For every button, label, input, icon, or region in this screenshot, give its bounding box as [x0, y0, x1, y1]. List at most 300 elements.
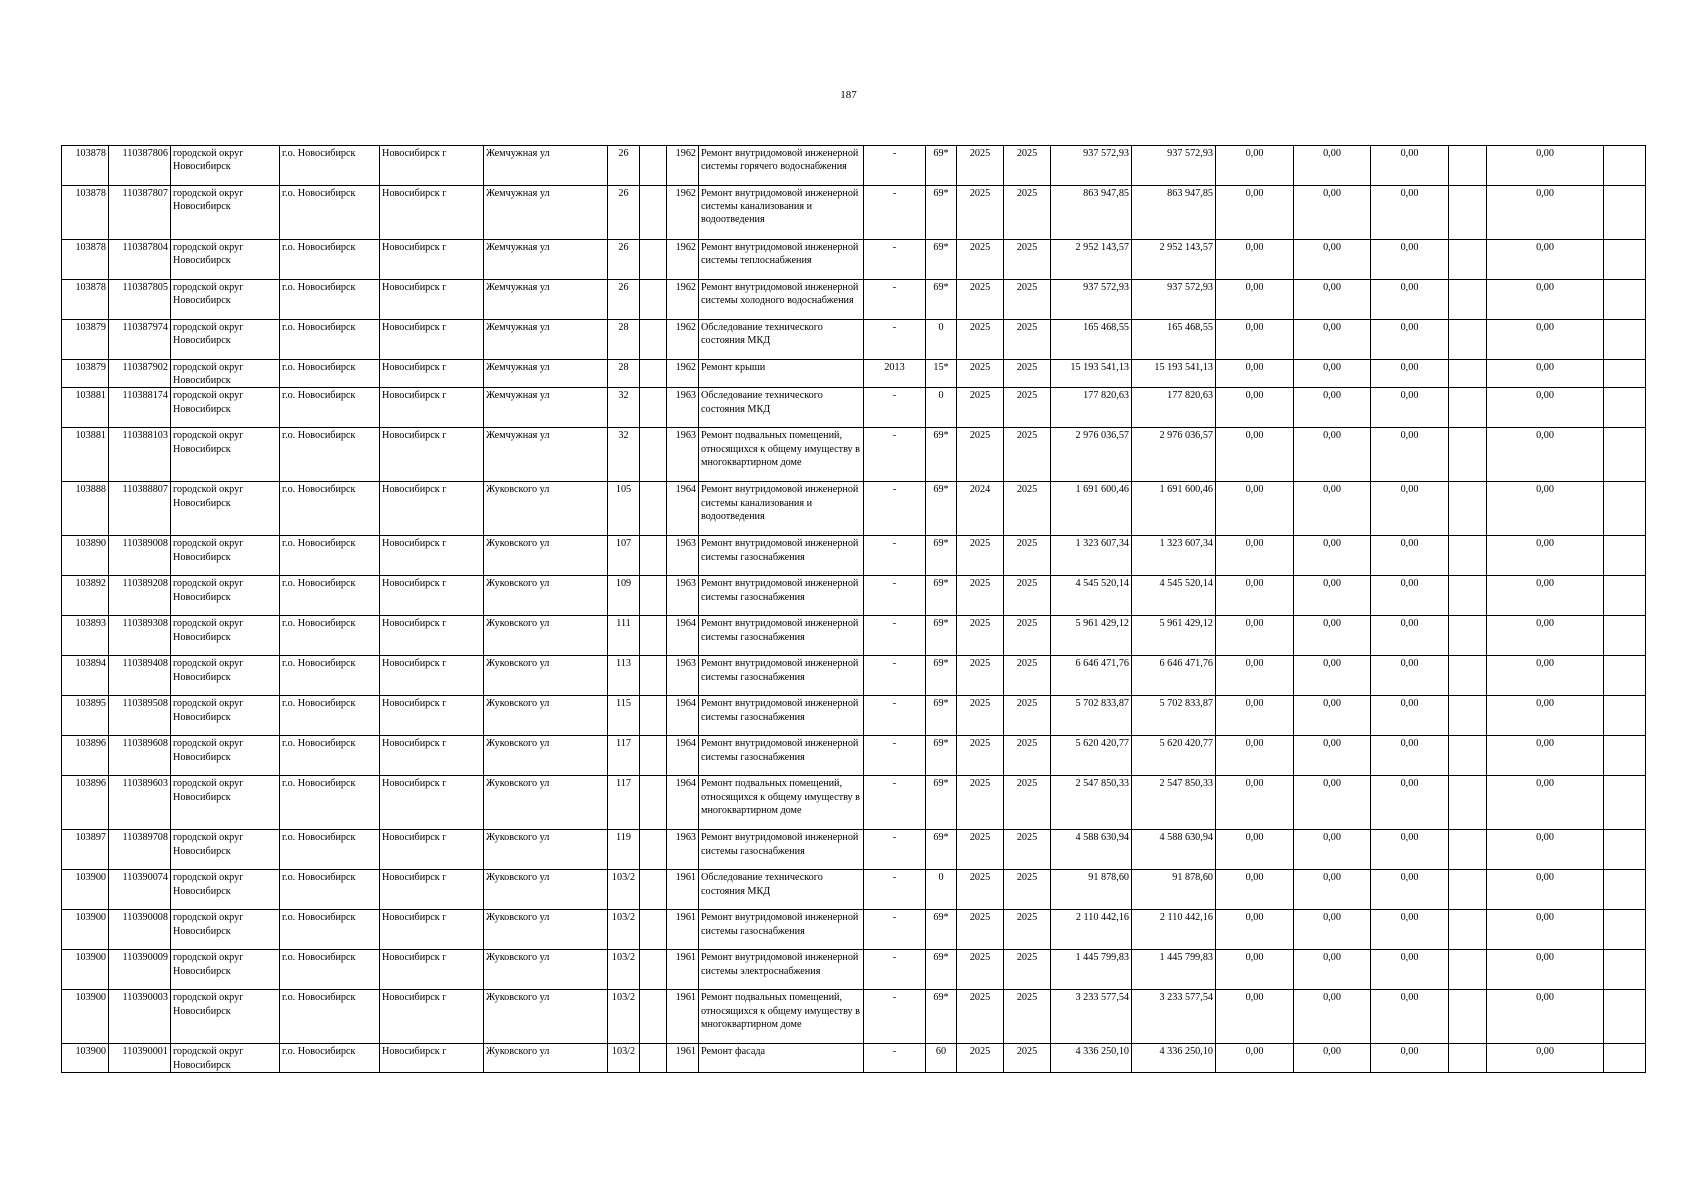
cell-amount-2: 0,00: [1294, 360, 1371, 388]
cell-amount-6: [1604, 482, 1646, 536]
cell-previous-repair-year: 2013: [864, 360, 926, 388]
table-row: [62, 696, 1646, 736]
cell-blank-cell: [640, 388, 667, 428]
cell-amount-3: 0,00: [1371, 146, 1449, 186]
cell-service-life: 69*: [926, 696, 957, 736]
cell-previous-repair-year: -: [864, 280, 926, 320]
cell-blank-cell: [640, 186, 667, 240]
cell-amount-4: [1449, 776, 1487, 830]
cell-service-life: 69*: [926, 656, 957, 696]
cell-amount-1: 0,00: [1216, 388, 1294, 428]
cell-row-id: 103879: [62, 360, 109, 388]
cell-start-year: 2025: [957, 656, 1004, 696]
cell-street: Жемчужная ул: [484, 388, 608, 428]
cell-service-life: 0: [926, 870, 957, 910]
cell-amount-5: 0,00: [1487, 776, 1604, 830]
cell-amount-2: 0,00: [1294, 536, 1371, 576]
cell-house-number: 32: [608, 428, 640, 482]
cell-object-code: 110389708: [109, 830, 171, 870]
cell-work-type: Ремонт внутридомовой инженерной системы канализования и водоотведения: [699, 186, 864, 240]
cell-amount-3: 0,00: [1371, 240, 1449, 280]
cell-amount-4: [1449, 186, 1487, 240]
cell-amount-5: 0,00: [1487, 320, 1604, 360]
cell-row-id: 103888: [62, 482, 109, 536]
cell-work-type: Ремонт крыши: [699, 360, 864, 388]
cell-start-year: 2024: [957, 482, 1004, 536]
cell-row-id: 103895: [62, 696, 109, 736]
cell-district: г.о. Новосибирск: [280, 990, 380, 1044]
cell-service-life: 0: [926, 388, 957, 428]
cell-house-number: 103/2: [608, 990, 640, 1044]
table-row: [62, 146, 1646, 186]
cell-amount-5: 0,00: [1487, 830, 1604, 870]
cell-start-year: 2025: [957, 576, 1004, 616]
cell-house-number: 103/2: [608, 910, 640, 950]
cell-service-life: 69*: [926, 576, 957, 616]
cell-street: Жемчужная ул: [484, 146, 608, 186]
cell-build-year: 1964: [667, 616, 699, 656]
table-row: [62, 910, 1646, 950]
table-row: [62, 280, 1646, 320]
cell-row-id: 103900: [62, 870, 109, 910]
cell-fund-cost: 4 588 630,94: [1132, 830, 1216, 870]
cell-amount-4: [1449, 240, 1487, 280]
cell-amount-5: 0,00: [1487, 428, 1604, 482]
cell-amount-6: [1604, 616, 1646, 656]
cell-end-year: 2025: [1004, 388, 1051, 428]
cell-amount-2: 0,00: [1294, 696, 1371, 736]
cell-locality: Новосибирск г: [380, 146, 484, 186]
cell-amount-1: 0,00: [1216, 1044, 1294, 1072]
cell-locality: Новосибирск г: [380, 482, 484, 536]
cell-amount-6: [1604, 736, 1646, 776]
cell-street: Жемчужная ул: [484, 360, 608, 388]
cell-municipality: городской округ Новосибирск: [171, 616, 280, 656]
cell-amount-3: 0,00: [1371, 360, 1449, 388]
cell-start-year: 2025: [957, 536, 1004, 576]
cell-service-life: 69*: [926, 146, 957, 186]
cell-start-year: 2025: [957, 910, 1004, 950]
cell-start-year: 2025: [957, 280, 1004, 320]
cell-street: Жуковского ул: [484, 830, 608, 870]
cell-work-type: Ремонт внутридомовой инженерной системы горячего водоснабжения: [699, 146, 864, 186]
cell-district: г.о. Новосибирск: [280, 186, 380, 240]
cell-municipality: городской округ Новосибирск: [171, 910, 280, 950]
cell-amount-2: 0,00: [1294, 280, 1371, 320]
cell-amount-4: [1449, 656, 1487, 696]
cell-municipality: городской округ Новосибирск: [171, 576, 280, 616]
cell-amount-6: [1604, 146, 1646, 186]
cell-municipality: городской округ Новосибирск: [171, 360, 280, 388]
cell-work-type: Ремонт внутридомовой инженерной системы газоснабжения: [699, 536, 864, 576]
cell-fund-cost: 1 691 600,46: [1132, 482, 1216, 536]
cell-street: Жемчужная ул: [484, 428, 608, 482]
cell-previous-repair-year: -: [864, 656, 926, 696]
cell-total-cost: 1 323 607,34: [1051, 536, 1132, 576]
cell-fund-cost: 937 572,93: [1132, 280, 1216, 320]
cell-row-id: 103896: [62, 776, 109, 830]
cell-amount-1: 0,00: [1216, 428, 1294, 482]
cell-service-life: 69*: [926, 280, 957, 320]
cell-row-id: 103881: [62, 388, 109, 428]
cell-municipality: городской округ Новосибирск: [171, 830, 280, 870]
cell-build-year: 1964: [667, 696, 699, 736]
cell-end-year: 2025: [1004, 146, 1051, 186]
cell-amount-2: 0,00: [1294, 576, 1371, 616]
cell-build-year: 1962: [667, 240, 699, 280]
cell-end-year: 2025: [1004, 360, 1051, 388]
cell-start-year: 2025: [957, 990, 1004, 1044]
cell-object-code: 110390074: [109, 870, 171, 910]
cell-work-type: Ремонт внутридомовой инженерной системы электроснабжения: [699, 950, 864, 990]
cell-fund-cost: 2 110 442,16: [1132, 910, 1216, 950]
cell-street: Жуковского ул: [484, 1044, 608, 1072]
cell-total-cost: 2 952 143,57: [1051, 240, 1132, 280]
cell-object-code: 110389408: [109, 656, 171, 696]
cell-amount-5: 0,00: [1487, 950, 1604, 990]
cell-total-cost: 91 878,60: [1051, 870, 1132, 910]
table-row: [62, 990, 1646, 1044]
cell-total-cost: 5 961 429,12: [1051, 616, 1132, 656]
cell-amount-2: 0,00: [1294, 736, 1371, 776]
cell-street: Жуковского ул: [484, 576, 608, 616]
cell-blank-cell: [640, 830, 667, 870]
cell-amount-1: 0,00: [1216, 656, 1294, 696]
cell-house-number: 26: [608, 146, 640, 186]
cell-row-id: 103892: [62, 576, 109, 616]
cell-municipality: городской округ Новосибирск: [171, 186, 280, 240]
cell-start-year: 2025: [957, 428, 1004, 482]
cell-municipality: городской округ Новосибирск: [171, 696, 280, 736]
cell-amount-2: 0,00: [1294, 776, 1371, 830]
cell-previous-repair-year: -: [864, 240, 926, 280]
cell-fund-cost: 5 620 420,77: [1132, 736, 1216, 776]
table-row: [62, 576, 1646, 616]
cell-amount-3: 0,00: [1371, 280, 1449, 320]
cell-object-code: 110390001: [109, 1044, 171, 1072]
cell-amount-1: 0,00: [1216, 990, 1294, 1044]
cell-previous-repair-year: -: [864, 870, 926, 910]
cell-amount-4: [1449, 736, 1487, 776]
cell-blank-cell: [640, 870, 667, 910]
cell-amount-5: 0,00: [1487, 280, 1604, 320]
table-row: [62, 870, 1646, 910]
cell-amount-3: 0,00: [1371, 870, 1449, 910]
cell-amount-2: 0,00: [1294, 320, 1371, 360]
cell-work-type: Ремонт внутридомовой инженерной системы газоснабжения: [699, 616, 864, 656]
cell-street: Жуковского ул: [484, 656, 608, 696]
cell-end-year: 2025: [1004, 536, 1051, 576]
cell-amount-3: 0,00: [1371, 388, 1449, 428]
cell-amount-1: 0,00: [1216, 910, 1294, 950]
cell-work-type: Ремонт фасада: [699, 1044, 864, 1072]
cell-work-type: Ремонт внутридомовой инженерной системы холодного водоснабжения: [699, 280, 864, 320]
cell-amount-1: 0,00: [1216, 360, 1294, 388]
cell-total-cost: 1 691 600,46: [1051, 482, 1132, 536]
cell-previous-repair-year: -: [864, 736, 926, 776]
table-row: [62, 428, 1646, 482]
cell-row-id: 103900: [62, 910, 109, 950]
cell-start-year: 2025: [957, 870, 1004, 910]
cell-blank-cell: [640, 482, 667, 536]
cell-house-number: 26: [608, 280, 640, 320]
cell-municipality: городской округ Новосибирск: [171, 1044, 280, 1072]
cell-build-year: 1962: [667, 320, 699, 360]
cell-work-type: Обследование технического состояния МКД: [699, 870, 864, 910]
cell-house-number: 28: [608, 360, 640, 388]
cell-blank-cell: [640, 146, 667, 186]
cell-start-year: 2025: [957, 320, 1004, 360]
cell-row-id: 103900: [62, 1044, 109, 1072]
cell-row-id: 103878: [62, 146, 109, 186]
cell-previous-repair-year: -: [864, 990, 926, 1044]
cell-amount-6: [1604, 1044, 1646, 1072]
cell-build-year: 1961: [667, 1044, 699, 1072]
cell-locality: Новосибирск г: [380, 576, 484, 616]
cell-locality: Новосибирск г: [380, 736, 484, 776]
cell-amount-4: [1449, 428, 1487, 482]
cell-work-type: Ремонт внутридомовой инженерной системы газоснабжения: [699, 696, 864, 736]
cell-house-number: 107: [608, 536, 640, 576]
cell-street: Жуковского ул: [484, 696, 608, 736]
cell-previous-repair-year: -: [864, 910, 926, 950]
cell-locality: Новосибирск г: [380, 428, 484, 482]
cell-row-id: 103878: [62, 186, 109, 240]
cell-fund-cost: 4 336 250,10: [1132, 1044, 1216, 1072]
cell-amount-2: 0,00: [1294, 388, 1371, 428]
cell-amount-6: [1604, 240, 1646, 280]
cell-work-type: Ремонт внутридомовой инженерной системы газоснабжения: [699, 736, 864, 776]
cell-district: г.о. Новосибирск: [280, 1044, 380, 1072]
cell-amount-3: 0,00: [1371, 990, 1449, 1044]
cell-amount-3: 0,00: [1371, 656, 1449, 696]
cell-object-code: 110389508: [109, 696, 171, 736]
cell-amount-6: [1604, 950, 1646, 990]
cell-district: г.о. Новосибирск: [280, 776, 380, 830]
cell-blank-cell: [640, 990, 667, 1044]
cell-amount-1: 0,00: [1216, 482, 1294, 536]
cell-total-cost: 5 620 420,77: [1051, 736, 1132, 776]
cell-street: Жуковского ул: [484, 910, 608, 950]
cell-work-type: Ремонт подвальных помещений, относящихся к общему имуществу в многоквартирном доме: [699, 428, 864, 482]
cell-amount-2: 0,00: [1294, 656, 1371, 696]
cell-district: г.о. Новосибирск: [280, 360, 380, 388]
cell-previous-repair-year: -: [864, 830, 926, 870]
cell-district: г.о. Новосибирск: [280, 656, 380, 696]
cell-build-year: 1963: [667, 576, 699, 616]
table-row: [62, 388, 1646, 428]
cell-district: г.о. Новосибирск: [280, 428, 380, 482]
cell-amount-1: 0,00: [1216, 146, 1294, 186]
cell-locality: Новосибирск г: [380, 536, 484, 576]
cell-fund-cost: 1 323 607,34: [1132, 536, 1216, 576]
cell-service-life: 69*: [926, 186, 957, 240]
cell-total-cost: 5 702 833,87: [1051, 696, 1132, 736]
cell-amount-1: 0,00: [1216, 536, 1294, 576]
cell-blank-cell: [640, 1044, 667, 1072]
cell-work-type: Ремонт внутридомовой инженерной системы газоснабжения: [699, 576, 864, 616]
cell-amount-5: 0,00: [1487, 536, 1604, 576]
cell-amount-6: [1604, 696, 1646, 736]
cell-amount-1: 0,00: [1216, 320, 1294, 360]
cell-total-cost: 2 110 442,16: [1051, 910, 1132, 950]
cell-locality: Новосибирск г: [380, 240, 484, 280]
cell-total-cost: 4 588 630,94: [1051, 830, 1132, 870]
cell-total-cost: 4 545 520,14: [1051, 576, 1132, 616]
cell-municipality: городской округ Новосибирск: [171, 536, 280, 576]
table-row: [62, 830, 1646, 870]
cell-end-year: 2025: [1004, 576, 1051, 616]
table-row: [62, 240, 1646, 280]
cell-fund-cost: 91 878,60: [1132, 870, 1216, 910]
cell-house-number: 109: [608, 576, 640, 616]
cell-service-life: 69*: [926, 990, 957, 1044]
cell-row-id: 103900: [62, 950, 109, 990]
table-row: [62, 536, 1646, 576]
cell-amount-3: 0,00: [1371, 536, 1449, 576]
cell-object-code: 110388103: [109, 428, 171, 482]
cell-object-code: 110390003: [109, 990, 171, 1044]
cell-amount-3: 0,00: [1371, 320, 1449, 360]
cell-amount-4: [1449, 360, 1487, 388]
cell-end-year: 2025: [1004, 776, 1051, 830]
cell-house-number: 103/2: [608, 950, 640, 990]
cell-blank-cell: [640, 696, 667, 736]
cell-object-code: 110389608: [109, 736, 171, 776]
cell-district: г.о. Новосибирск: [280, 696, 380, 736]
cell-amount-2: 0,00: [1294, 616, 1371, 656]
cell-amount-5: 0,00: [1487, 482, 1604, 536]
cell-work-type: Ремонт внутридомовой инженерной системы теплоснабжения: [699, 240, 864, 280]
cell-locality: Новосибирск г: [380, 186, 484, 240]
cell-fund-cost: 2 952 143,57: [1132, 240, 1216, 280]
cell-amount-6: [1604, 536, 1646, 576]
cell-row-id: 103881: [62, 428, 109, 482]
cell-build-year: 1961: [667, 950, 699, 990]
cell-fund-cost: 2 547 850,33: [1132, 776, 1216, 830]
cell-build-year: 1964: [667, 482, 699, 536]
cell-object-code: 110390008: [109, 910, 171, 950]
cell-fund-cost: 5 961 429,12: [1132, 616, 1216, 656]
cell-blank-cell: [640, 428, 667, 482]
cell-object-code: 110389603: [109, 776, 171, 830]
table-row: [62, 736, 1646, 776]
cell-previous-repair-year: -: [864, 776, 926, 830]
cell-blank-cell: [640, 736, 667, 776]
cell-build-year: 1964: [667, 776, 699, 830]
cell-house-number: 113: [608, 656, 640, 696]
cell-start-year: 2025: [957, 1044, 1004, 1072]
cell-previous-repair-year: -: [864, 186, 926, 240]
cell-service-life: 15*: [926, 360, 957, 388]
cell-amount-3: 0,00: [1371, 576, 1449, 616]
cell-object-code: 110387805: [109, 280, 171, 320]
cell-object-code: 110387807: [109, 186, 171, 240]
cell-amount-6: [1604, 360, 1646, 388]
cell-district: г.о. Новосибирск: [280, 950, 380, 990]
cell-district: г.о. Новосибирск: [280, 736, 380, 776]
cell-end-year: 2025: [1004, 950, 1051, 990]
cell-amount-1: 0,00: [1216, 696, 1294, 736]
cell-build-year: 1964: [667, 736, 699, 776]
cell-locality: Новосибирск г: [380, 656, 484, 696]
cell-object-code: 110387804: [109, 240, 171, 280]
cell-street: Жуковского ул: [484, 736, 608, 776]
cell-amount-4: [1449, 536, 1487, 576]
cell-house-number: 115: [608, 696, 640, 736]
cell-work-type: Ремонт подвальных помещений, относящихся к общему имуществу в многоквартирном доме: [699, 776, 864, 830]
cell-total-cost: 1 445 799,83: [1051, 950, 1132, 990]
cell-start-year: 2025: [957, 616, 1004, 656]
cell-locality: Новосибирск г: [380, 360, 484, 388]
cell-house-number: 105: [608, 482, 640, 536]
cell-build-year: 1962: [667, 280, 699, 320]
cell-amount-5: 0,00: [1487, 616, 1604, 656]
cell-previous-repair-year: -: [864, 1044, 926, 1072]
cell-build-year: 1962: [667, 146, 699, 186]
cell-blank-cell: [640, 536, 667, 576]
cell-total-cost: 165 468,55: [1051, 320, 1132, 360]
cell-service-life: 69*: [926, 910, 957, 950]
cell-total-cost: 6 646 471,76: [1051, 656, 1132, 696]
capital-repair-table: [61, 145, 1646, 1073]
cell-fund-cost: 15 193 541,13: [1132, 360, 1216, 388]
cell-street: Жуковского ул: [484, 950, 608, 990]
cell-start-year: 2025: [957, 388, 1004, 428]
cell-locality: Новосибирск г: [380, 696, 484, 736]
cell-amount-6: [1604, 830, 1646, 870]
cell-amount-5: 0,00: [1487, 186, 1604, 240]
cell-district: г.о. Новосибирск: [280, 320, 380, 360]
cell-amount-1: 0,00: [1216, 736, 1294, 776]
cell-build-year: 1963: [667, 536, 699, 576]
cell-fund-cost: 5 702 833,87: [1132, 696, 1216, 736]
cell-municipality: городской округ Новосибирск: [171, 280, 280, 320]
cell-build-year: 1962: [667, 360, 699, 388]
cell-amount-1: 0,00: [1216, 776, 1294, 830]
cell-amount-4: [1449, 616, 1487, 656]
cell-municipality: городской округ Новосибирск: [171, 320, 280, 360]
table-row: [62, 950, 1646, 990]
cell-amount-3: 0,00: [1371, 830, 1449, 870]
cell-amount-2: 0,00: [1294, 482, 1371, 536]
cell-municipality: городской округ Новосибирск: [171, 428, 280, 482]
cell-amount-1: 0,00: [1216, 870, 1294, 910]
cell-service-life: 69*: [926, 616, 957, 656]
cell-start-year: 2025: [957, 830, 1004, 870]
cell-amount-1: 0,00: [1216, 576, 1294, 616]
cell-build-year: 1961: [667, 990, 699, 1044]
cell-blank-cell: [640, 320, 667, 360]
page-number: 187: [840, 89, 857, 101]
cell-start-year: 2025: [957, 696, 1004, 736]
table-row: [62, 656, 1646, 696]
cell-total-cost: 937 572,93: [1051, 146, 1132, 186]
cell-municipality: городской округ Новосибирск: [171, 736, 280, 776]
cell-start-year: 2025: [957, 736, 1004, 776]
cell-district: г.о. Новосибирск: [280, 388, 380, 428]
cell-blank-cell: [640, 576, 667, 616]
cell-object-code: 110390009: [109, 950, 171, 990]
cell-previous-repair-year: -: [864, 536, 926, 576]
cell-end-year: 2025: [1004, 280, 1051, 320]
cell-fund-cost: 165 468,55: [1132, 320, 1216, 360]
cell-end-year: 2025: [1004, 870, 1051, 910]
cell-end-year: 2025: [1004, 320, 1051, 360]
cell-street: Жуковского ул: [484, 990, 608, 1044]
cell-end-year: 2025: [1004, 736, 1051, 776]
cell-locality: Новосибирск г: [380, 990, 484, 1044]
